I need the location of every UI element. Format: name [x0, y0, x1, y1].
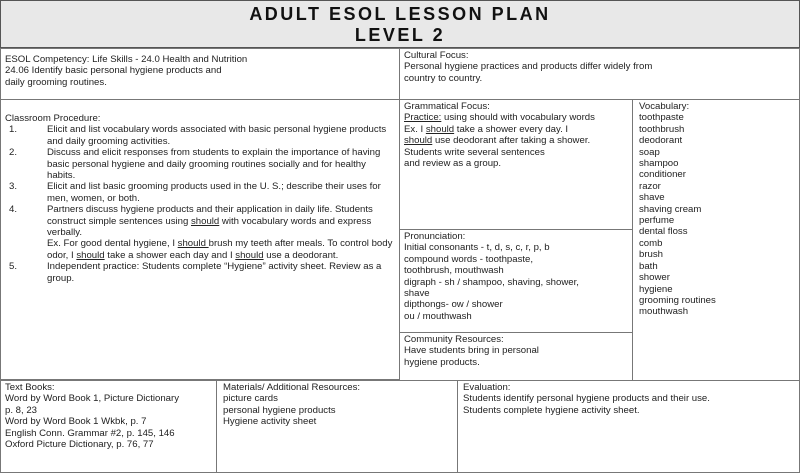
lesson-plan-header — [0, 0, 800, 49]
cultural-focus-label: Cultural Focus: — [404, 50, 469, 61]
grammatical-focus-cell: Grammatical Focus: Practice: using should with vocabulary words Ex. I should take a shower every day. I should use deodorant after taking a shower. Students write several sentences and review as a group. — [399, 99, 633, 230]
grammatical-focus-label: Grammatical Focus: — [404, 101, 490, 112]
pronunciation-cell: Pronunciation: Initial consonants - t, d, s, c, r, p, b compound words - toothpaste, toothbrush, mouthwash digraph - sh / shampoo, shaving, shower, shave dipthongs- ow / shower ou / mouthwash — [399, 229, 633, 333]
vocab-word: hygiene — [639, 283, 673, 295]
classroom-procedure-label: Classroom Procedure: — [5, 113, 101, 124]
page-subtitle-level: LEVEL 2 — [354, 25, 446, 45]
procedure-step: 2. Discuss and elicit responses from students to explain the importance of having basic personal hygiene and daily grooming routines socially and for healthy habits. — [9, 147, 381, 182]
cultural-focus-text: country to country. — [404, 72, 483, 84]
vocab-word: perfume — [639, 215, 675, 227]
text-books-label: Text Books: — [5, 382, 55, 393]
vocab-word: grooming routines — [639, 294, 716, 306]
materials-cell: Materials/ Additional Resources: picture cards personal hygiene products Hygiene activity sheet — [216, 380, 458, 473]
procedure-step: 4. Partners discuss hygiene products and their application in daily life. Students construct simple sentences using should with vocabulary words and express verbally. Ex. For good dental hygiene, I should brush my teeth after meals. To control body odor, I should take a shower each day and I should use a deodorant. — [9, 204, 393, 261]
evaluation-label: Evaluation: — [463, 382, 511, 393]
vocab-word: razor — [639, 180, 661, 192]
vocabulary-label: Vocabulary: — [639, 101, 690, 112]
cultural-focus-text: Personal hygiene practices and products differ widely from — [404, 61, 653, 73]
vocab-word: conditioner — [639, 169, 686, 181]
text-books-cell: Text Books: Word by Word Book 1, Picture Dictionary p. 8, 23 Word by Word Book 1 Wkbk, p. 7 English Conn. Grammar #2, p. 145, 146 Oxford Picture Dictionary, p. 76, 77 — [0, 380, 217, 473]
competency-line: daily grooming routines. — [5, 76, 107, 88]
competency-line: 24.06 Identify basic personal hygiene products and — [5, 65, 222, 77]
vocab-word: mouthwash — [639, 306, 689, 318]
procedure-list — [5, 124, 395, 284]
procedure-step: 3. Elicit and list basic grooming products used in the U. S.; describe their uses for men, women, or both. — [9, 181, 381, 204]
underlined-should: should — [76, 249, 105, 261]
materials-label: Materials/ Additional Resources: — [223, 382, 361, 393]
vocab-word: shave — [639, 192, 665, 204]
vocab-word: shower — [639, 272, 670, 284]
vocab-word: toothbrush — [639, 123, 685, 135]
underlined-should: should — [404, 135, 433, 147]
vocab-word: comb — [639, 237, 663, 249]
pronunciation-label: Pronunciation: — [404, 231, 466, 242]
vocab-word: dental floss — [639, 226, 688, 238]
cultural-focus-cell — [399, 48, 800, 100]
classroom-procedure-cell — [0, 99, 400, 380]
vocab-word: deodorant — [639, 135, 683, 147]
practice-label: Practice: — [404, 112, 442, 124]
vocab-word: brush — [639, 249, 663, 261]
community-resources-cell: Community Resources: Have students bring in personal hygiene products. — [399, 332, 633, 381]
evaluation-cell: Evaluation: Students identify personal hygiene products and their use. Students complete hygiene activity sheet. — [457, 380, 800, 473]
underlined-should: should — [235, 249, 264, 261]
underlined-should: should — [190, 215, 220, 227]
competency-line: ESOL Competency: Life Skills - 24.0 Health and Nutrition — [5, 54, 248, 65]
vocab-word: soap — [639, 146, 660, 158]
underlined-should: should — [177, 238, 209, 250]
page-title: ADULT ESOL LESSON PLAN — [249, 4, 551, 24]
vocab-word: bath — [639, 260, 658, 272]
underlined-should: should — [425, 123, 455, 135]
competency-cell — [0, 48, 400, 100]
community-resources-label: Community Resources: — [404, 334, 504, 345]
procedure-step: 5. Independent practice: Students complete “Hygiene” activity sheet. Review as a group. — [9, 261, 382, 284]
procedure-step: 1. Elicit and list vocabulary words associated with basic personal hygiene products and daily grooming activities. — [9, 124, 387, 147]
vocabulary-cell — [632, 99, 800, 381]
vocab-word: toothpaste — [639, 112, 684, 124]
vocab-word: shaving cream — [639, 203, 702, 215]
vocab-word: shampoo — [639, 158, 679, 170]
